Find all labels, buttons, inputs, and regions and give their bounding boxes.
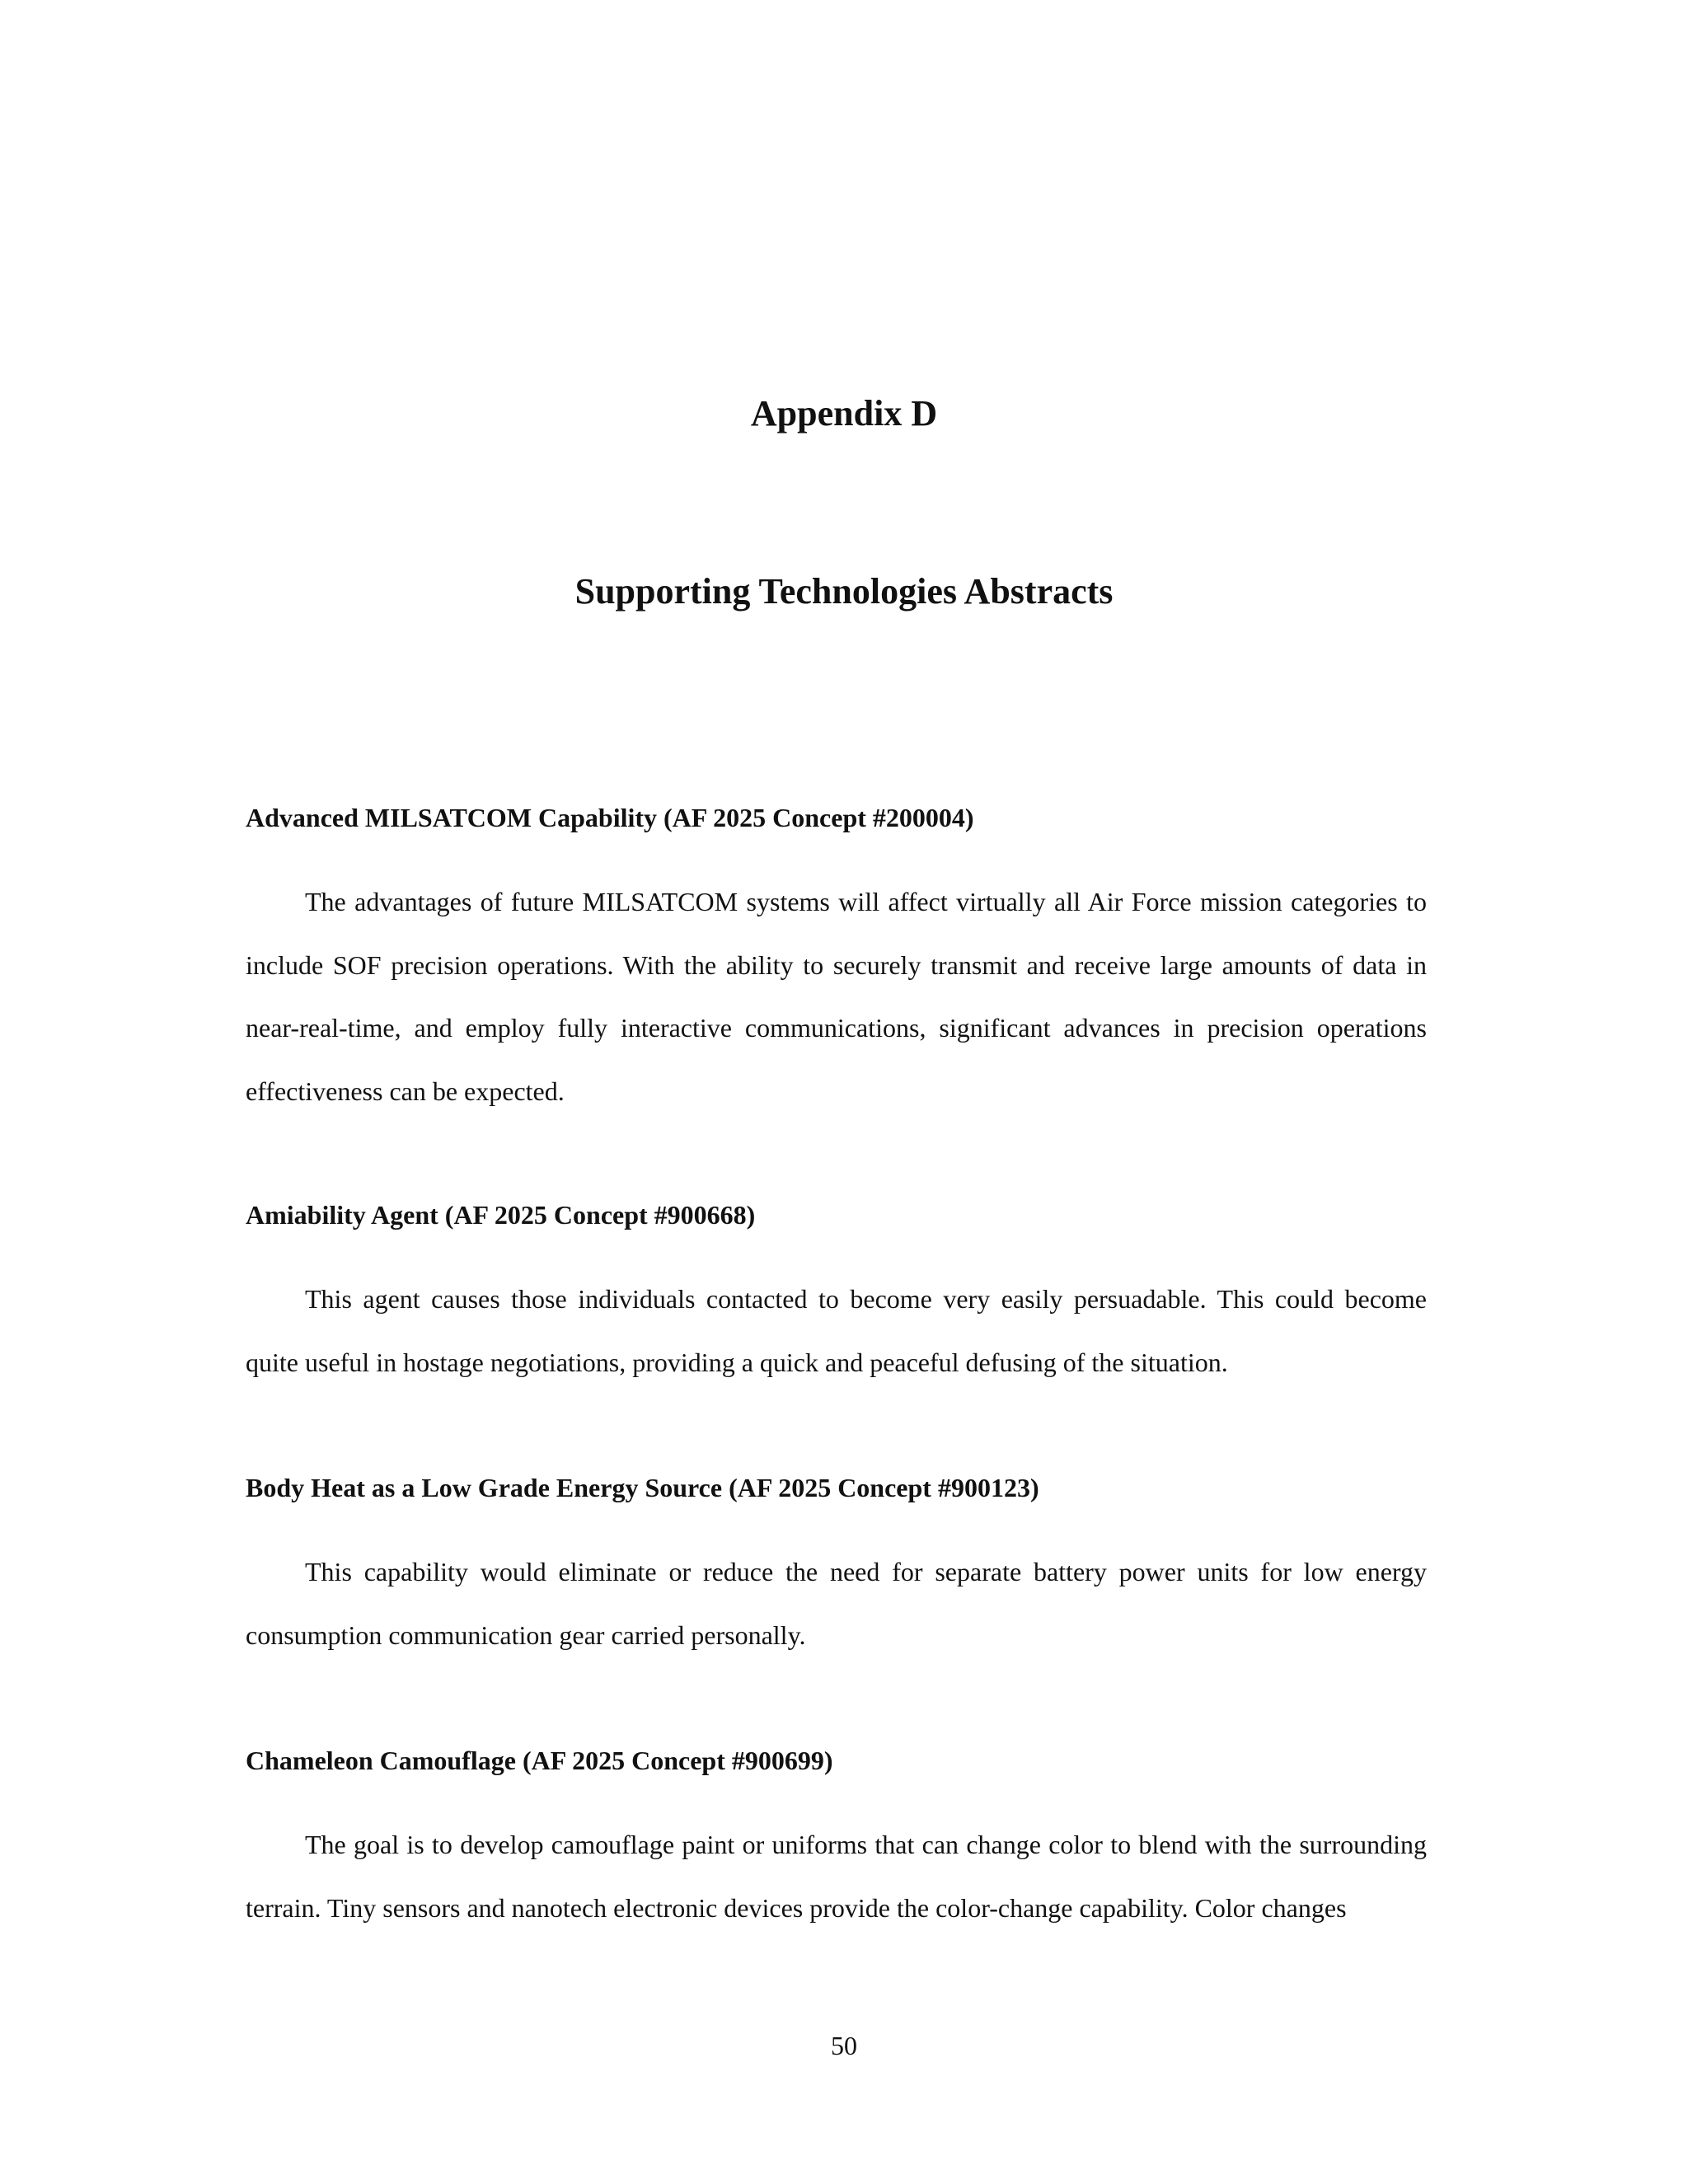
appendix-subtitle: Supporting Technologies Abstracts xyxy=(574,571,1114,612)
section-heading: Chameleon Camouflage (AF 2025 Concept #900699) xyxy=(246,1746,833,1775)
page-number: 50 xyxy=(831,2031,857,2060)
section-milsatcom xyxy=(246,799,1427,1122)
section-body: This capability would eliminate or reduce the need for separate battery power units for low energy consumption communication gear carried personally. xyxy=(246,1557,1427,1650)
section-heading: Body Heat as a Low Grade Energy Source (AF 2025 Concept #900123) xyxy=(246,1473,1039,1502)
section-body: The goal is to develop camouflage paint or uniforms that can change color to blend with the surrounding terrain. Tiny sensors and nanotech electronic devices provide the color-change capability. Color changes xyxy=(246,1830,1427,1923)
section-chameleon-camouflage xyxy=(246,1742,1427,1939)
section-heading: Amiability Agent (AF 2025 Concept #900668) xyxy=(246,1200,756,1230)
section-heading: Advanced MILSATCOM Capability (AF 2025 Concept #200004) xyxy=(246,803,974,832)
section-body-heat xyxy=(246,1469,1427,1666)
section-body: The advantages of future MILSATCOM systems will affect virtually all Air Force mission categories to include SOF precision operations. With the ability to securely transmit and receive large amounts of data in near-real-time, and employ fully interactive communications, significant advances in precision operations effectiveness can be expected. xyxy=(246,887,1427,1106)
appendix-title: Appendix D xyxy=(750,393,938,434)
section-body: This agent causes those individuals contacted to become very easily persuadable. This could become quite useful in hostage negotiations, providing a quick and peaceful defusing of the situation. xyxy=(246,1284,1427,1377)
section-amiability-agent xyxy=(246,1197,1427,1394)
